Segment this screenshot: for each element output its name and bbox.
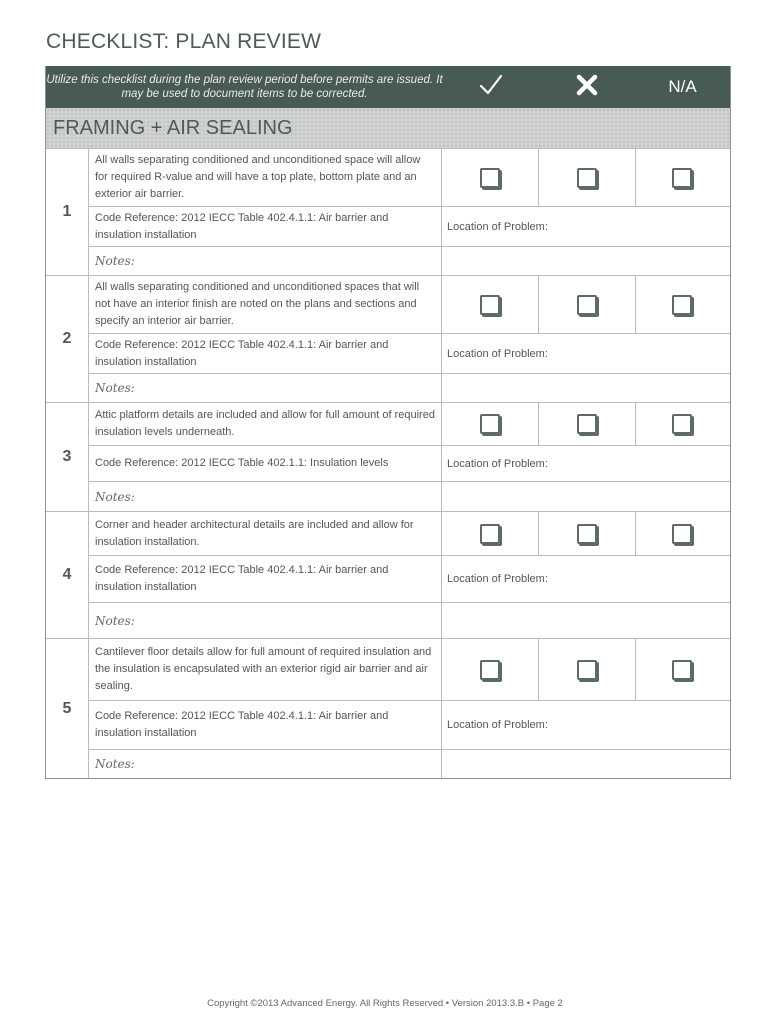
fail-checkbox[interactable] [539, 403, 636, 445]
notes-field[interactable]: Notes: [89, 374, 442, 402]
notes-extra-space[interactable] [442, 482, 730, 511]
item-number: 4 [46, 512, 89, 638]
fail-checkbox[interactable] [539, 639, 636, 700]
checkbox-icon [672, 414, 692, 434]
checklist-item [46, 512, 730, 639]
pass-checkbox[interactable] [442, 149, 539, 206]
item-description: All walls separating conditioned and unconditioned space will allow for required R-value and will have a top plate, bottom plate and an exterior air barrier. [89, 149, 442, 206]
checklist-table [45, 66, 731, 779]
checkbox-icon [672, 168, 692, 188]
item-description: All walls separating conditioned and unconditioned spaces that will not have an interior finish are noted on the plans and sections and specify an interior air barrier. [89, 276, 442, 333]
checkbox-icon [480, 295, 500, 315]
pass-checkbox[interactable] [442, 512, 539, 555]
notes-field[interactable]: Notes: [89, 482, 442, 511]
checklist-items [46, 149, 730, 778]
checkmark-icon [479, 74, 503, 96]
fail-checkbox[interactable] [539, 149, 636, 206]
checkbox-icon [577, 660, 597, 680]
pass-column-header [443, 74, 539, 101]
checkbox-icon [577, 295, 597, 315]
pass-checkbox[interactable] [442, 639, 539, 700]
code-reference: Code Reference: 2012 IECC Table 402.4.1.1: Air barrier and insulation installation [89, 207, 442, 246]
na-checkbox[interactable] [636, 512, 728, 555]
notes-field[interactable]: Notes: [89, 247, 442, 275]
notes-field[interactable]: Notes: [89, 603, 442, 638]
item-number: 2 [46, 276, 89, 402]
pass-checkbox[interactable] [442, 403, 539, 445]
checklist-item [46, 403, 730, 512]
location-of-problem-field[interactable]: Location of Problem: [447, 719, 548, 731]
na-checkbox[interactable] [636, 639, 728, 700]
na-checkbox[interactable] [636, 276, 728, 333]
footer: Copyright ©2013 Advanced Energy. All Rights Reserved • Version 2013.3.B • Page 2 [207, 998, 563, 1009]
checkbox-icon [577, 524, 597, 544]
checkbox-icon [672, 524, 692, 544]
x-mark-icon [576, 74, 598, 96]
table-header [46, 66, 730, 108]
checkbox-icon [480, 168, 500, 188]
code-reference: Code Reference: 2012 IECC Table 402.4.1.1: Air barrier and insulation installation [89, 701, 442, 749]
location-of-problem-field[interactable]: Location of Problem: [447, 347, 548, 360]
item-description: Attic platform details are included and allow for full amount of required insulation levels underneath. [89, 403, 442, 445]
fail-checkbox[interactable] [539, 276, 636, 333]
checkbox-icon [672, 295, 692, 315]
checkbox-icon [480, 660, 500, 680]
item-description: Corner and header architectural details are included and allow for insulation installation. [89, 512, 442, 555]
notes-field[interactable]: Notes: [89, 750, 442, 778]
checkbox-icon [577, 168, 597, 188]
checkbox-icon [577, 414, 597, 434]
fail-checkbox[interactable] [539, 512, 636, 555]
location-of-problem-field[interactable]: Location of Problem: [447, 457, 548, 470]
fail-column-header [539, 74, 635, 101]
item-description: Cantilever floor details allow for full amount of required insulation and the insulation is encapsulated with an exterior rigid air barrier and air sealing. [89, 639, 442, 700]
checklist-item [46, 276, 730, 403]
checkbox-icon [480, 414, 500, 434]
notes-extra-space[interactable] [442, 247, 730, 275]
code-reference: Code Reference: 2012 IECC Table 402.1.1: Insulation levels [89, 446, 442, 481]
na-checkbox[interactable] [636, 403, 728, 445]
notes-extra-space[interactable] [442, 750, 730, 778]
code-reference: Code Reference: 2012 IECC Table 402.4.1.1: Air barrier and insulation installation [89, 556, 442, 602]
header-intro: Utilize this checklist during the plan review period before permits are issued. It may be used to document items to be corrected. [46, 74, 443, 100]
checklist-item [46, 639, 730, 778]
notes-extra-space[interactable] [442, 374, 730, 402]
section-title: FRAMING + AIR SEALING [46, 108, 730, 149]
location-of-problem-field[interactable]: Location of Problem: [447, 573, 548, 585]
notes-extra-space[interactable] [442, 603, 730, 638]
checkbox-icon [672, 660, 692, 680]
checklist-item [46, 149, 730, 276]
item-number: 3 [46, 403, 89, 511]
item-number: 1 [46, 149, 89, 275]
checkbox-icon [480, 524, 500, 544]
na-column-header: N/A [668, 77, 697, 96]
page-title: CHECKLIST: PLAN REVIEW [46, 30, 322, 53]
pass-checkbox[interactable] [442, 276, 539, 333]
code-reference: Code Reference: 2012 IECC Table 402.4.1.1: Air barrier and insulation installation [89, 334, 442, 373]
item-number: 5 [46, 639, 89, 778]
na-checkbox[interactable] [636, 149, 728, 206]
location-of-problem-field[interactable]: Location of Problem: [447, 220, 548, 233]
